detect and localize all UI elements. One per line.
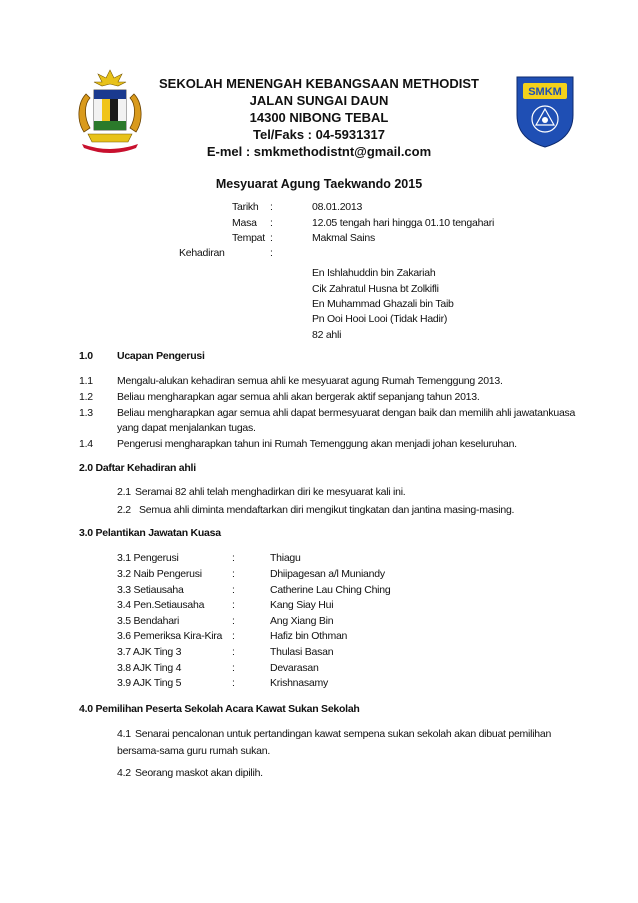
date-value: 08.01.2013 [312, 201, 363, 213]
item-number: 4.2 [117, 767, 131, 779]
section-2-heading: 2.0 Daftar Kehadiran ahli [79, 462, 196, 474]
school-name: SEKOLAH MENENGAH KEBANGSAAN METHODIST [159, 76, 479, 91]
attendance-label: Kehadiran [179, 247, 225, 259]
place-colon: : [270, 232, 273, 244]
attendance-colon: : [270, 247, 273, 259]
committee-position: 3.5 Bendahari [117, 615, 180, 627]
committee-name: Kang Siay Hui [270, 599, 334, 611]
item-text: Mengalu-alukan kehadiran semua ahli ke mesyuarat agung Rumah Temenggung 2013. [117, 375, 503, 387]
section-4-heading: 4.0 Pemilihan Peserta Sekolah Acara Kawat Sukan Sekolah [79, 703, 360, 715]
item-number: 2.2 [117, 504, 131, 516]
item-number: 4.1 [117, 728, 131, 740]
committee-position: 3.1 Pengerusi [117, 552, 179, 564]
committee-colon: : [232, 630, 235, 642]
committee-colon: : [232, 677, 235, 689]
attendee-item: En Ishlahuddin bin Zakariah [312, 267, 436, 279]
address-line-2: 14300 NIBONG TEBAL [249, 110, 389, 125]
item-text-continued: yang dapat menjalankan tugas. [117, 422, 256, 434]
item-text: Seramai 82 ahli telah menghadirkan diri ke mesyuarat kali ini. [135, 486, 406, 498]
date-label: Tarikh [232, 201, 259, 213]
committee-colon: : [232, 615, 235, 627]
attendee-count: 82 ahli [312, 329, 342, 341]
committee-colon: : [232, 662, 235, 674]
time-label: Masa [232, 217, 257, 229]
item-text: Pengerusi mengharapkan tahun ini Rumah Temenggung akan menjadi johan keseluruhan. [117, 438, 517, 450]
telephone-fax: Tel/Faks : 04-5931317 [252, 127, 385, 142]
committee-position: 3.2 Naib Pengerusi [117, 568, 202, 580]
committee-position: 3.9 AJK Ting 5 [117, 677, 182, 689]
section-1-number: 1.0 [79, 350, 93, 362]
committee-position: 3.7 AJK Ting 3 [117, 646, 182, 658]
committee-colon: : [232, 584, 235, 596]
committee-name: Thiagu [270, 552, 301, 564]
item-text: Beliau mengharapkan agar semua ahli dapat bermesyuarat dengan baik dan memilih ahli jawatankuasa [117, 407, 576, 419]
section-1-heading: Ucapan Pengerusi [117, 350, 205, 362]
place-value: Makmal Sains [312, 232, 375, 244]
place-label: Tempat [232, 232, 265, 244]
committee-name: Hafiz bin Othman [270, 630, 348, 642]
item-text-continued: bersama-sama guru rumah sukan. [117, 745, 270, 757]
item-number: 1.3 [79, 407, 93, 419]
address-line-1: JALAN SUNGAI DAUN [249, 93, 389, 108]
time-value: 12.05 tengah hari hingga 01.10 tengahari [312, 217, 495, 229]
item-number: 1.4 [79, 438, 93, 450]
committee-colon: : [232, 646, 235, 658]
attendee-item: Cik Zahratul Husna bt Zolkifli [312, 283, 439, 295]
committee-colon: : [232, 599, 235, 611]
committee-colon: : [232, 568, 235, 580]
item-text: Semua ahli diminta mendaftarkan diri mengikut tingkatan dan jantina masing-masing. [139, 504, 515, 516]
time-colon: : [270, 217, 273, 229]
email-line: E-mel : smkmethodistnt@gmail.com [206, 144, 432, 159]
attendee-item: Pn Ooi Hooi Looi (Tidak Hadir) [312, 313, 448, 325]
attendee-item: En Muhammad Ghazali bin Taib [312, 298, 454, 310]
item-text: Beliau mengharapkan agar semua ahli akan bergerak aktif sepanjang tahun 2013. [117, 391, 480, 403]
committee-position: 3.3 Setiausaha [117, 584, 184, 596]
committee-name: Krishnasamy [270, 677, 328, 689]
committee-position: 3.4 Pen.Setiausaha [117, 599, 205, 611]
date-colon: : [270, 201, 273, 213]
item-text: Seorang maskot akan dipilih. [135, 767, 263, 779]
meeting-title: Mesyuarat Agung Taekwando 2015 [215, 177, 423, 191]
committee-name: Catherine Lau Ching Ching [270, 584, 391, 596]
section-3-heading: 3.0 Pelantikan Jawatan Kuasa [79, 527, 221, 539]
committee-position: 3.6 Pemeriksa Kira-Kira [117, 630, 223, 642]
committee-name: Dhiipagesan a/l Muniandy [270, 568, 385, 580]
item-number: 2.1 [117, 486, 131, 498]
committee-name: Ang Xiang Bin [270, 615, 334, 627]
item-text: Senarai pencalonan untuk pertandingan kawat sempena sukan sekolah akan dibuat pemilihan [135, 728, 552, 740]
item-number: 1.1 [79, 375, 93, 387]
committee-name: Devarasan [270, 662, 319, 674]
committee-name: Thulasi Basan [270, 646, 334, 658]
smkm-logo-text: SMKM [528, 86, 562, 98]
item-number: 1.2 [79, 391, 93, 403]
committee-colon: : [232, 552, 235, 564]
committee-position: 3.8 AJK Ting 4 [117, 662, 182, 674]
